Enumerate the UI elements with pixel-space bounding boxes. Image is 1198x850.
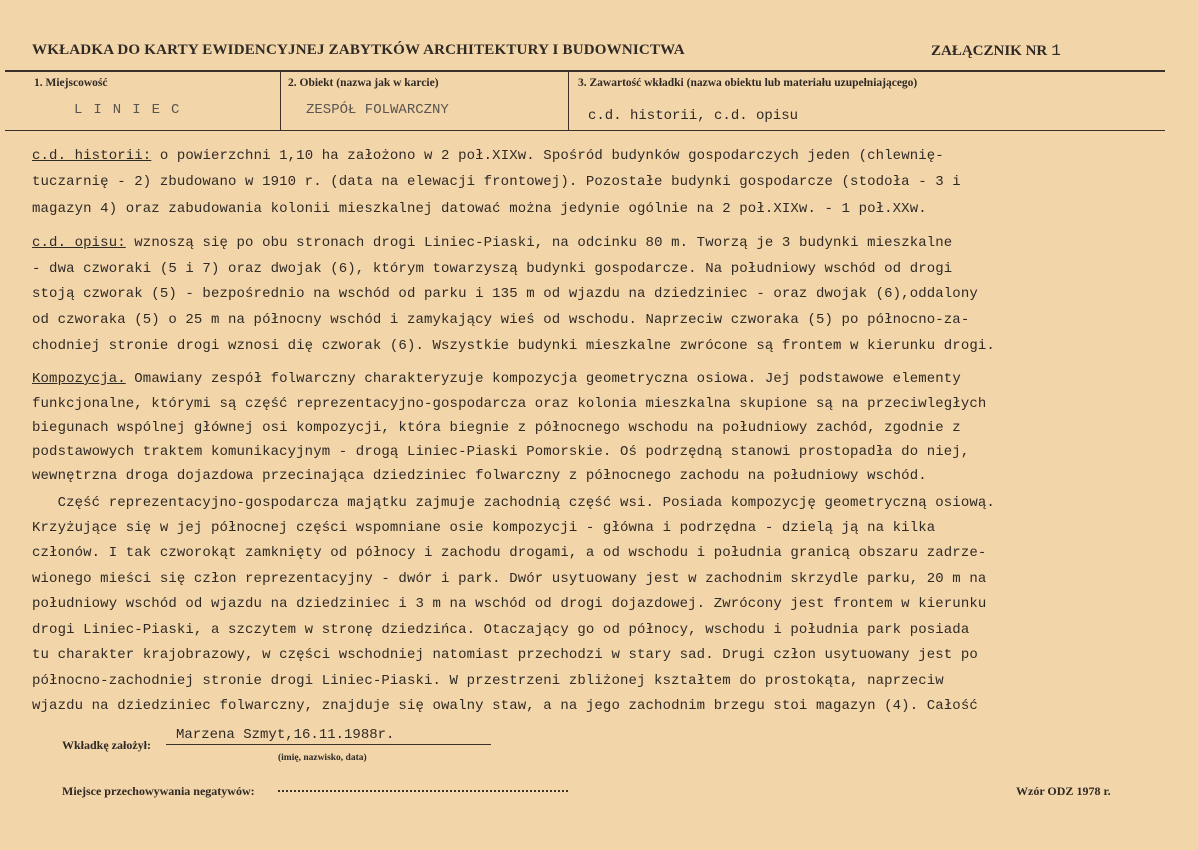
form-model-label: Wzór ODZ 1978 r. <box>1016 784 1111 798</box>
description-heading: c.d. opisu: <box>32 235 126 251</box>
composition-line: Krzyżujące się w jej północnej części wspomniane osie kompozycji - główna i podrzędna - dzielą ją na kilka <box>32 520 936 536</box>
description-line: - dwa czworaki (5 i 7) oraz dwojak (6), którym towarzyszą budynki gospodarcze. Na południowy wschód od drogi <box>32 261 953 277</box>
composition-line: północno-zachodniej stronie drogi Liniec-Piaski. W przestrzeni zbliżonej kształtem do prostokąta, naprzeciw <box>32 673 944 689</box>
history-line: c.d. historii: o powierzchni 1,10 ha założono w 2 poł.XIXw. Spośród budynków gospodarczych jeden (chlewnię- <box>32 148 944 164</box>
composition-line: biegunach wspólnej głównej osi kompozycji, która biegnie z północnego wschodu na południowy zachód, zgodnie z <box>32 420 961 436</box>
negatives-location-dotted-line <box>278 790 568 792</box>
field-value-object: ZESPÓŁ FOLWARCZNY <box>306 102 449 118</box>
fields-bottom-rule <box>5 130 1165 131</box>
history-line: magazyn 4) oraz zabudowania kolonii mieszkalnej datować można jedynie ogólnie na 2 poł.XIXw. - 1 poł.XXw. <box>32 201 927 217</box>
created-by-value: Marzena Szmyt,16.11.1988r. <box>176 727 395 743</box>
created-by-underline <box>166 744 491 745</box>
field-label-contents: 3. Zawartość wkładki (nazwa obiektu lub materiału uzupełniającego) <box>578 77 918 89</box>
field-divider <box>568 72 569 130</box>
composition-line: tu charakter krajobrazowy, w części wschodniej natomiast przechodzi w stary sad. Drugi człon usytuowany jest po <box>32 647 978 663</box>
composition-heading: Kompozycja. <box>32 371 126 387</box>
description-line: od czworaka (5) o 25 m na północny wschód i zamykający wieś od wschodu. Naprzeciw czworaka (5) po północno-za- <box>32 312 970 328</box>
composition-line: wewnętrzna droga dojazdowa przecinająca dziedziniec folwarczny z północnego zachodu na południowy wschód. <box>32 468 927 484</box>
description-line: chodniej stronie drogi wznosi dię czworak (6). Wszystkie budynki mieszkalne zwrócone są frontem w kierunku drogi. <box>32 338 995 354</box>
created-by-hint: (imię, nazwisko, data) <box>278 753 367 763</box>
annex-number: 1 <box>1051 42 1061 60</box>
composition-line: Część reprezentacyjno-gospodarcza majątku zajmuje zachodnią część wsi. Posiada kompozycję geometryczną osiową. <box>32 495 995 511</box>
composition-line: członów. I tak czworokąt zamknięty od północy i zachodu drogami, a od wschodu i południa granicą obszaru zadrze- <box>32 545 987 561</box>
annex-label-text: ZAŁĄCZNIK NR <box>931 43 1048 59</box>
description-line: c.d. opisu: wznoszą się po obu stronach drogi Liniec-Piaski, na odcinku 80 m. Tworzą je 3 budynki mieszkalne <box>32 235 953 251</box>
field-label-locality: 1. Miejscowość <box>34 77 108 89</box>
composition-line: południowy wschód od wjazdu na dziedziniec i 3 m na wschód od drogi dojazdowej. Zwrócony jest frontem w kierunku <box>32 596 987 612</box>
document-title: WKŁADKA DO KARTY EWIDENCYJNEJ ZABYTKÓW ARCHITEKTURY I BUDOWNICTWA <box>32 42 685 58</box>
header-rule <box>5 70 1165 72</box>
composition-line: wionego mieści się człon reprezentacyjny - dwór i park. Dwór usytuowany jest w zachodnim skrzydle parku, 20 m na <box>32 571 987 587</box>
description-line: stoją czworak (5) - bezpośrednio na wschód od parku i 135 m od wjazdu na dziedziniec - oraz dwojak (6),oddalony <box>32 286 978 302</box>
composition-line: funkcjonalne, którymi są część reprezentacyjno-gospodarcza oraz kolonia mieszkalna skupione są na przeciwległych <box>32 396 987 412</box>
composition-line: podstawowych traktem komunikacyjnym - drogą Liniec-Piaski Pomorskie. Oś podrzędną stanowi prostopadła do niej, <box>32 444 970 460</box>
field-value-contents: c.d. historii, c.d. opisu <box>588 108 799 124</box>
created-by-label: Wkładkę założył: <box>62 738 151 752</box>
history-line: tuczarnię - 2) zbudowano w 1910 r. (data na elewacji frontowej). Pozostałe budynki gospodarcze (stodoła - 3 i <box>32 174 961 190</box>
field-value-locality: LINIEC <box>74 102 191 118</box>
negatives-location-label: Miejsce przechowywania negatywów: <box>62 784 255 798</box>
composition-line: drogi Liniec-Piaski, a szczytem w stronę dziedzińca. Otaczający go od północy, wschodu i południa park posiada <box>32 622 970 638</box>
composition-line: wjazdu na dziedziniec folwarczny, znajduje się owalny staw, a na jego zachodnim brzegu stoi magazyn (4). Całość <box>32 698 978 714</box>
history-heading: c.d. historii: <box>32 148 152 164</box>
field-divider <box>280 72 281 130</box>
composition-line: Kompozycja. Omawiany zespół folwarczny charakteryzuje kompozycja geometryczna osiowa. Jej podstawowe elementy <box>32 371 961 387</box>
field-label-object: 2. Obiekt (nazwa jak w karcie) <box>288 77 439 89</box>
annex-label <box>931 42 1061 60</box>
